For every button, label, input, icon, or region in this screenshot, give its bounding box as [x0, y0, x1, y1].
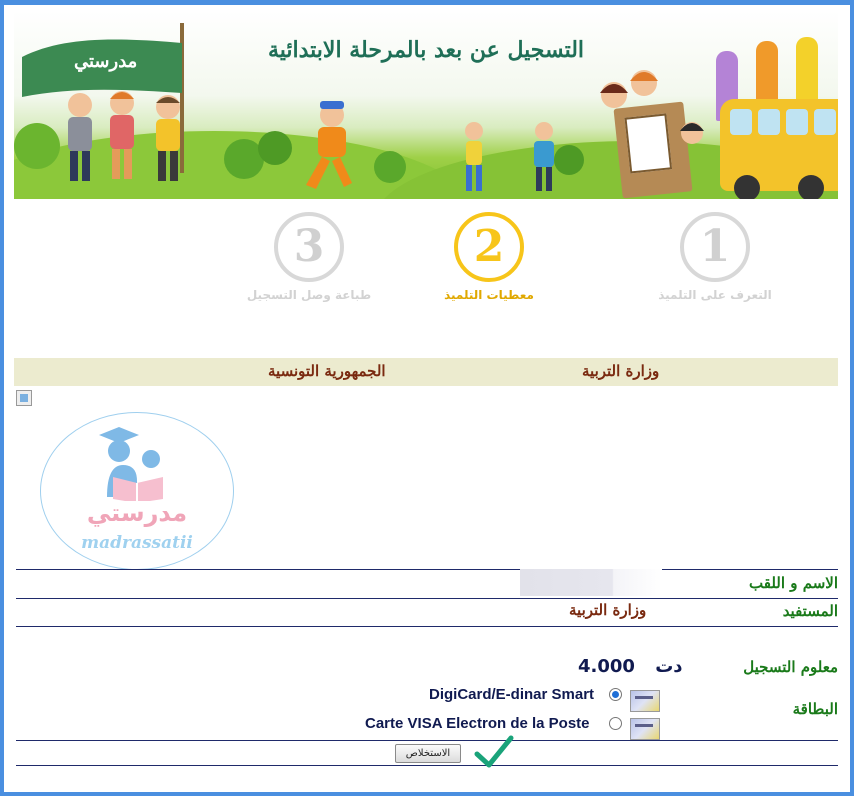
- step-number: 3: [274, 212, 344, 282]
- fee-amount: [568, 656, 683, 677]
- step-2: [414, 212, 564, 302]
- tree-illustration: [14, 123, 60, 169]
- card-label: البطاقة: [792, 700, 838, 718]
- row-divider: [16, 740, 838, 741]
- row-divider: [16, 765, 838, 766]
- step-1: [640, 212, 790, 302]
- option-digicard-label[interactable]: DigiCard/E-dinar Smart: [429, 686, 595, 703]
- walking-child-illustration: [522, 121, 566, 199]
- walking-child-illustration: [454, 121, 494, 199]
- check-mark-icon: [474, 734, 514, 770]
- page-title: التسجيل عن بعد بالمرحلة الابتدائية: [267, 37, 585, 63]
- school-bus-illustration: [720, 99, 838, 191]
- radio-digicard[interactable]: [609, 688, 622, 701]
- beneficiary-label: المستفيد: [782, 602, 838, 620]
- header-banner: [14, 11, 838, 199]
- ministry-name: وزارة التربية: [582, 362, 660, 380]
- madrassatii-logo: [40, 412, 234, 570]
- children-group-illustration: [594, 65, 714, 145]
- tree-illustration: [374, 151, 406, 183]
- republic-name: الجمهورية التونسية: [268, 362, 386, 380]
- running-child-illustration: [292, 99, 372, 195]
- children-illustration: [60, 91, 210, 191]
- row-divider: [16, 569, 838, 570]
- fee-value: 4.000: [578, 656, 635, 677]
- visa-electron-icon: [630, 718, 660, 740]
- step-number: 1: [680, 212, 750, 282]
- fee-label: معلوم التسجيل: [743, 658, 838, 676]
- graduate-reader-icon: [93, 421, 183, 501]
- name-label: الاسم و اللقب: [749, 574, 838, 592]
- step-label: معطيات التلميذ: [444, 288, 534, 302]
- submit-payment-button[interactable]: الاستخلاص: [395, 744, 461, 763]
- flag-text: مدرستي: [74, 51, 138, 72]
- step-label: التعرف على التلميذ: [658, 288, 772, 302]
- broken-image-icon: [16, 390, 32, 406]
- logo-latin: madrassatii: [81, 533, 193, 553]
- step-number: 2: [454, 212, 524, 282]
- tree-illustration: [258, 131, 292, 165]
- beneficiary-value: وزارة التربية: [569, 601, 647, 619]
- row-divider: [16, 626, 838, 627]
- step-label: طباعة وصل التسجيل: [246, 288, 372, 302]
- ministry-header-bar: [14, 358, 838, 386]
- crayon-illustration: [796, 37, 818, 107]
- digicard-icon: [630, 690, 660, 712]
- fee-currency: دت: [655, 656, 683, 677]
- student-name-value: [520, 569, 662, 596]
- row-divider: [16, 598, 838, 599]
- option-visa-electron-label[interactable]: Carte VISA Electron de la Poste: [365, 715, 590, 732]
- logo-arabic: مدرستي: [86, 499, 188, 527]
- step-3: [234, 212, 384, 302]
- radio-visa-electron[interactable]: [609, 717, 622, 730]
